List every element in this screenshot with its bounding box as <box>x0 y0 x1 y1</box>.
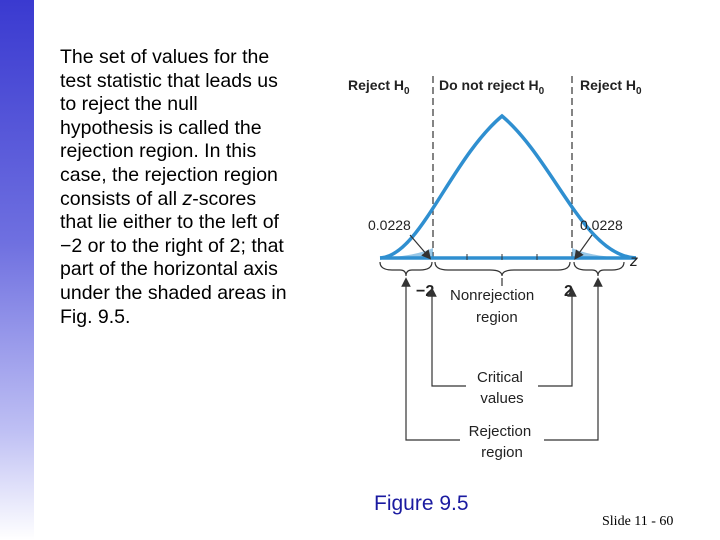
normal-curve <box>380 116 636 258</box>
rejection-region-diagram <box>340 60 660 470</box>
text-line: under the shaded areas in <box>60 281 287 304</box>
text-line: Fig. 9.5. <box>60 305 131 328</box>
rejection-region-label-line2: region <box>481 444 523 461</box>
critical-value-right: 2 <box>564 283 573 300</box>
critical-values-connector-right <box>538 292 572 386</box>
text-line: test statistic that leads us <box>60 69 278 92</box>
critical-values-label <box>477 369 527 407</box>
text-line: −2 or to the right of 2; that <box>60 234 284 257</box>
left-tail-area-label: 0.0228 <box>368 217 411 233</box>
header-reject-left: Reject $H_0$ <box>348 77 410 97</box>
text-fragment: consists of all <box>60 187 183 210</box>
body-text <box>60 46 346 329</box>
nonrejection-label-line2: region <box>476 309 518 326</box>
right-rejection-brace <box>574 262 624 276</box>
critical-values-connector-left <box>432 292 466 386</box>
text-line: rejection region. In this <box>60 140 257 163</box>
right-tail-area-label: 0.0228 <box>580 217 623 233</box>
nonrejection-brace <box>435 262 570 276</box>
nonrejection-label-line1: Nonrejection <box>450 287 535 304</box>
rejection-region-connector-right <box>544 282 598 440</box>
left-rejection-brace <box>380 262 432 276</box>
left-accent-bar <box>0 0 34 540</box>
figure-caption: Figure 9.5 <box>374 492 469 515</box>
text-line: hypothesis is called the <box>60 116 262 139</box>
header-do-not-reject: Do not reject $H_0$ <box>439 77 545 97</box>
rejection-region-label-line1: Rejection <box>468 423 532 440</box>
text-line: The set of values for the <box>60 46 270 68</box>
italic-z: z <box>182 187 193 210</box>
header-reject-right: Reject $H_0$ <box>580 77 642 97</box>
text-line: to reject the null <box>60 93 198 116</box>
critical-values-label-line2: values <box>480 390 524 407</box>
rejection-region-connector-left <box>406 282 460 440</box>
critical-values-label-line1: Critical <box>476 369 523 386</box>
text-line: case, the rejection region <box>60 163 278 186</box>
text-fragment: -scores <box>192 187 257 210</box>
critical-value-left: −2 <box>416 283 435 300</box>
axis-label-z: z <box>630 253 638 270</box>
slide-number: Slide 11 - 60 <box>602 514 674 529</box>
nonrejection-label <box>450 287 538 326</box>
text-line <box>60 188 346 212</box>
text-line: that lie either to the left of <box>60 211 279 234</box>
text-line: part of the horizontal axis <box>60 258 278 281</box>
rejection-region-label <box>469 423 536 461</box>
